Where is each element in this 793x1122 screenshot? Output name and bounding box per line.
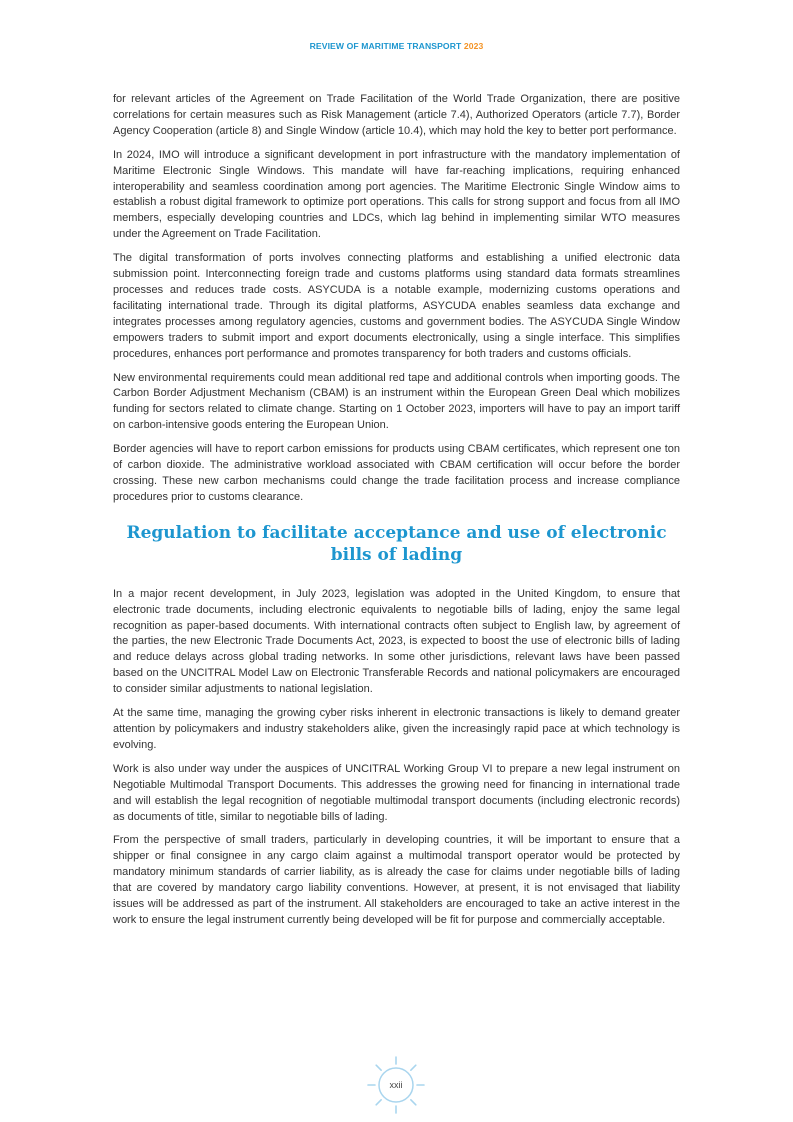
header-year: 2023 <box>463 41 484 51</box>
body-paragraph: The digital transformation of ports involves connecting platforms and establishing a unified electronic data submission point. Interconnecting foreign trade and customs platforms using standard data formats streamlines processes and reduces trade costs. ASYCUDA is a notable example, modernizing customs operations and facilitating international trade. Through its digital platforms, ASYCUDA enables seamless data exchange and integrates processes among regulatory agencies, customs and government bodies. The ASYCUDA Single Window empowers traders to submit import and export documents electronically, using a single interface. This simplifies procedures, enhances port performance and promotes transparency for both traders and customs officials. <box>113 252 680 360</box>
section-heading <box>113 522 680 566</box>
body-paragraph: In a major recent development, in July 2023, legislation was adopted in the United Kingdom, to ensure that electronic trade documents, including electronic equivalents to negotiable bills of lading, enjoy the same legal recognition as paper-based documents. With international contracts often subject to English law, by agreement of the parties, the new Electronic Trade Documents Act, 2023, is expected to boost the use of electronic bills of lading and reduce delays across global trading networks. In some other jurisdictions, relevant laws have been passed based on the UNCITRAL Model Law on Electronic Transferable Records and national policymakers are encouraged to consider similar adjustments to national legislation. <box>113 587 680 696</box>
body-paragraph: Work is also under way under the auspices of UNCITRAL Working Group VI to prepare a new legal instrument on Negotiable Multimodal Transport Documents. This addresses the growing need for financing in international trade and will establish the legal recognition of negotiable multimodal transport documents (including electronic records) as documents of title, similar to negotiable bills of lading. <box>113 762 680 823</box>
page-number: xxii <box>389 1080 403 1090</box>
running-header <box>0 40 793 52</box>
body-paragraph: New environmental requirements could mean additional red tape and additional controls when importing goods. The Carbon Border Adjustment Mechanism (CBAM) is an instrument within the European Green Deal which mobilizes funding for sectors related to climate change. Starting on 1 October 2023, importers will have to pay an import tariff on carbon-intensive goods entering the European Union. <box>113 371 680 432</box>
page-content <box>113 92 680 937</box>
section-heading-line: bills of lading <box>330 544 463 565</box>
header-title: REVIEW OF MARITIME TRANSPORT <box>309 41 462 51</box>
body-paragraph: for relevant articles of the Agreement on Trade Facilitation of the World Trade Organization, there are positive correlations for certain measures such as Risk Management (article 7.4), Authorized Operators (article 7.7), Border Agency Cooperation (article 8) and Single Window (article 10.4), which may hold the key to better port performance. <box>113 93 680 137</box>
body-paragraph: At the same time, managing the growing cyber risks inherent in electronic transactions is likely to demand greater attention by policymakers and industry stakeholders alike, given the increasingly rapid pace at which technology is evolving. <box>113 707 680 751</box>
body-paragraph: In 2024, IMO will introduce a significant development in port infrastructure with the mandatory implementation of Maritime Electronic Single Windows. This mandate will have far-reaching implications, requiring enhanced interoperability and seamless coordination among port agencies. The Maritime Electronic Single Window aims to establish a robust digital framework to optimize port operations. This calls for strong support and focus from all IMO members, especially developing countries and LDCs, which lag behind in implementing similar WTO measures under the Agreement on Trade Facilitation. <box>113 148 680 241</box>
body-paragraph: Border agencies will have to report carbon emissions for products using CBAM certificates, which represent one ton of carbon dioxide. The administrative workload associated with CBAM certification will occur before the border crossing. These new carbon mechanisms could change the trade facilitation process and increase compliance procedures prior to customs clearance. <box>113 443 680 503</box>
section-heading-line: Regulation to facilitate acceptance and use of electronic <box>126 522 667 543</box>
body-paragraph: From the perspective of small traders, particularly in developing countries, it will be important to ensure that a shipper or final consignee in any cargo claim against a multimodal transport operator would be protected by mandatory minimum standards of carrier liability, as is already the case for claims under negotiable bills of lading that are covered by mandatory cargo liability conventions. However, at present, it is not envisaged that liability issues will be addressed as part of the instrument. All stakeholders are encouraged to take an active interest in the work to ensure the legal instrument currently being developed will be fit for purpose and commercially acceptable. <box>113 834 680 926</box>
page-number-badge <box>366 1055 426 1115</box>
